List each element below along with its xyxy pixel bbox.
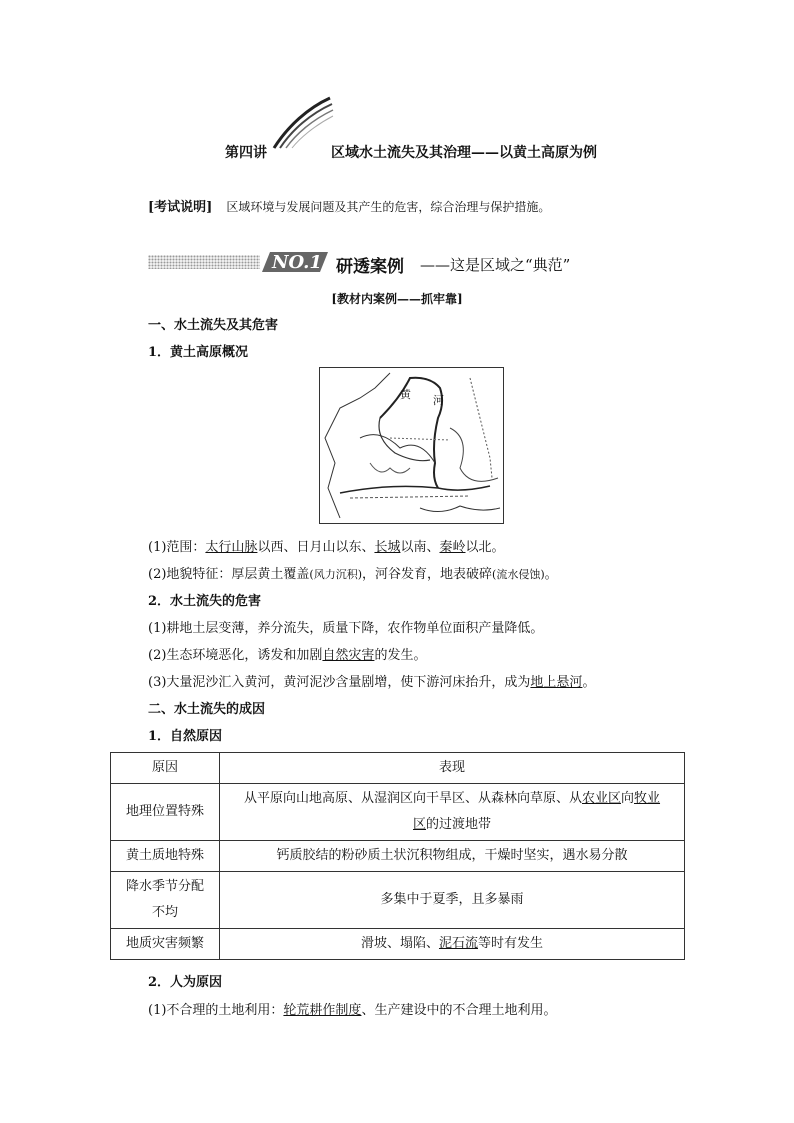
part1-s1-heading: 1．黄土高原概况 — [148, 345, 249, 360]
exam-note-text: 区域环境与发展问题及其产生的危害，综合治理与保护措施。 — [226, 200, 551, 214]
part2-s1-heading: 1．自然原因 — [148, 729, 223, 744]
map-label-huang: 黄 — [400, 388, 411, 401]
loess-plateau-map — [319, 367, 504, 524]
part1-s2-heading: 2．水土流失的危害 — [148, 594, 262, 609]
range-line: (1)范围：太行山脉以西、日月山以东、长城以南、秦岭以北。 — [148, 540, 505, 555]
human-cause-1: (1)不合理的土地利用：轮荒耕作制度、生产建设中的不合理土地利用。 — [148, 1003, 557, 1018]
section-title: 研透案例 — [336, 257, 404, 277]
table-header-row — [111, 753, 685, 784]
great-wall: 长城 — [374, 540, 401, 555]
table-header-cause: 原因 — [111, 753, 220, 784]
part2-s2-heading: 2．人为原因 — [148, 975, 223, 990]
harm-2: (2)生态环境恶化，诱发和加剧自然灾害的发生。 — [148, 648, 427, 663]
part1-heading: 一、水土流失及其危害 — [148, 318, 279, 333]
section-subtitle: ——这是区域之“典范” — [420, 256, 571, 274]
lecture-number: 第四讲 — [225, 145, 267, 161]
taihang-mountains: 太行山脉 — [205, 540, 258, 555]
harm-3: (3)大量泥沙汇入黄河，黄河泥沙含量剧增，使下游河床抬升，成为地上悬河。 — [148, 675, 596, 690]
subsection-tag: [教材内案例——抓牢靠] — [331, 292, 463, 306]
natural-causes-table — [110, 752, 685, 960]
landform-line: (2)地貌特征：厚层黄土覆盖(风力沉积)，河谷发育，地表破碎(流水侵蚀)。 — [148, 567, 558, 582]
exam-note — [148, 196, 550, 215]
table-row: 地质灾害频繁 滑坡、塌陷、泥石流等时有发生 — [111, 929, 685, 960]
table-row: 降水季节分配 不均 多集中于夏季，且多暴雨 — [111, 872, 685, 929]
table-header-manifestation: 表现 — [220, 753, 685, 784]
page-title: 区域水土流失及其治理——以黄土高原为例 — [331, 145, 597, 161]
section-badge: NO.1 — [272, 252, 322, 273]
qinling-mountains: 秦岭 — [439, 540, 466, 555]
part2-heading: 二、水土流失的成因 — [148, 702, 266, 717]
harm-1: (1)耕地土层变薄，养分流失，质量下降，农作物单位面积产量降低。 — [148, 621, 544, 636]
map-label-he: 河 — [433, 394, 444, 407]
table-row: 黄土质地特殊 钙质胶结的粉砂质土状沉积物组成，干燥时坚实，遇水易分散 — [111, 841, 685, 872]
dotted-band — [148, 255, 260, 269]
table-row: 地理位置特殊 从平原向山地高原、从湿润区向干旱区、从森林向草原、从农业区向牧业 区的过渡地带 — [111, 784, 685, 841]
header — [0, 142, 794, 164]
exam-note-label: [考试说明] — [148, 200, 213, 215]
